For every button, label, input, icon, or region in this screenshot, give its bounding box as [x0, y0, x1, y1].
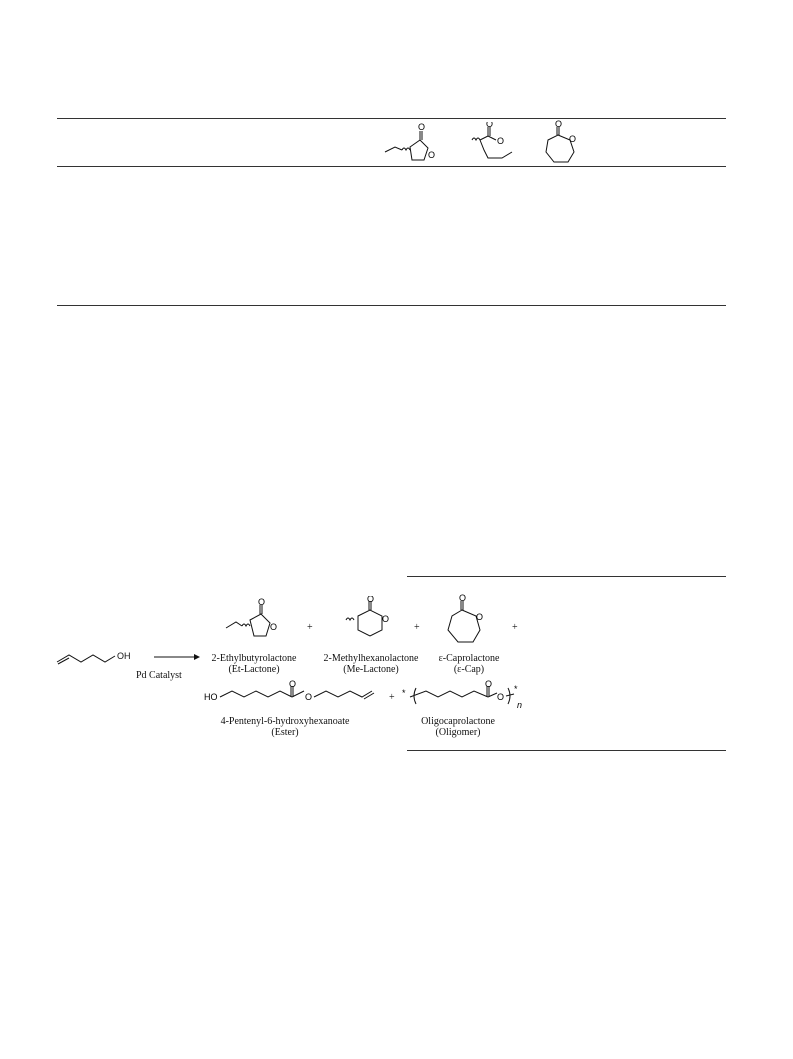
- et-lactone-label: 2-Ethylbutyrolactone (Et-Lactone): [211, 653, 297, 675]
- scheme-bottom-rule: [407, 750, 726, 751]
- svg-text:O: O: [486, 122, 494, 129]
- svg-text:O: O: [476, 612, 484, 622]
- svg-text:O: O: [497, 692, 505, 702]
- svg-text:O: O: [270, 622, 278, 632]
- substrate-oh-label: OH: [117, 651, 131, 661]
- scheme-top-rule: [407, 576, 726, 577]
- svg-text:O: O: [485, 680, 493, 689]
- svg-text:O: O: [367, 596, 375, 604]
- table-me-lactone-structure: [468, 122, 518, 166]
- oligomer-structure: [402, 680, 532, 710]
- svg-text:O: O: [555, 120, 563, 129]
- svg-text:O: O: [428, 150, 436, 160]
- ester-structure: [204, 680, 384, 704]
- svg-text:O: O: [258, 598, 266, 607]
- plus-sign-1: +: [307, 622, 313, 633]
- plus-sign-4: +: [389, 692, 395, 703]
- caprolactone-label: ε-Caprolactone (ε-Cap): [438, 653, 500, 675]
- catalyst-label: Pd Catalyst: [136, 670, 182, 681]
- svg-text:HO: HO: [204, 692, 218, 702]
- oligomer-label: Oligocaprolactone (Oligomer): [421, 716, 495, 738]
- caprolactone-structure: [440, 592, 490, 650]
- table-header-rule: [57, 166, 726, 167]
- plus-sign-3: +: [512, 622, 518, 633]
- me-lactone-label: 2-Methylhexanolactone (Me-Lactone): [323, 653, 419, 675]
- et-lactone-structure: [222, 598, 292, 648]
- svg-text:O: O: [305, 692, 313, 702]
- table-caprolactone-structure: [538, 120, 582, 166]
- reaction-arrow: [154, 652, 200, 662]
- svg-text:O: O: [497, 136, 505, 146]
- svg-text:O: O: [382, 614, 390, 624]
- plus-sign-2: +: [414, 622, 420, 633]
- ester-label: 4-Pentenyl-6-hydroxyhexanoate (Ester): [220, 716, 350, 738]
- svg-text:O: O: [289, 680, 297, 689]
- table-et-lactone-structure: [380, 122, 450, 166]
- substrate-structure: [55, 648, 145, 668]
- svg-text:O: O: [418, 122, 426, 132]
- svg-text:n: n: [517, 700, 523, 710]
- table-top-rule: [57, 118, 726, 119]
- svg-text:*: *: [514, 684, 518, 694]
- table-bottom-rule: [57, 305, 726, 306]
- me-lactone-structure: [340, 596, 400, 648]
- svg-text:*: *: [402, 688, 406, 698]
- svg-text:O: O: [569, 134, 577, 144]
- svg-text:O: O: [459, 593, 467, 603]
